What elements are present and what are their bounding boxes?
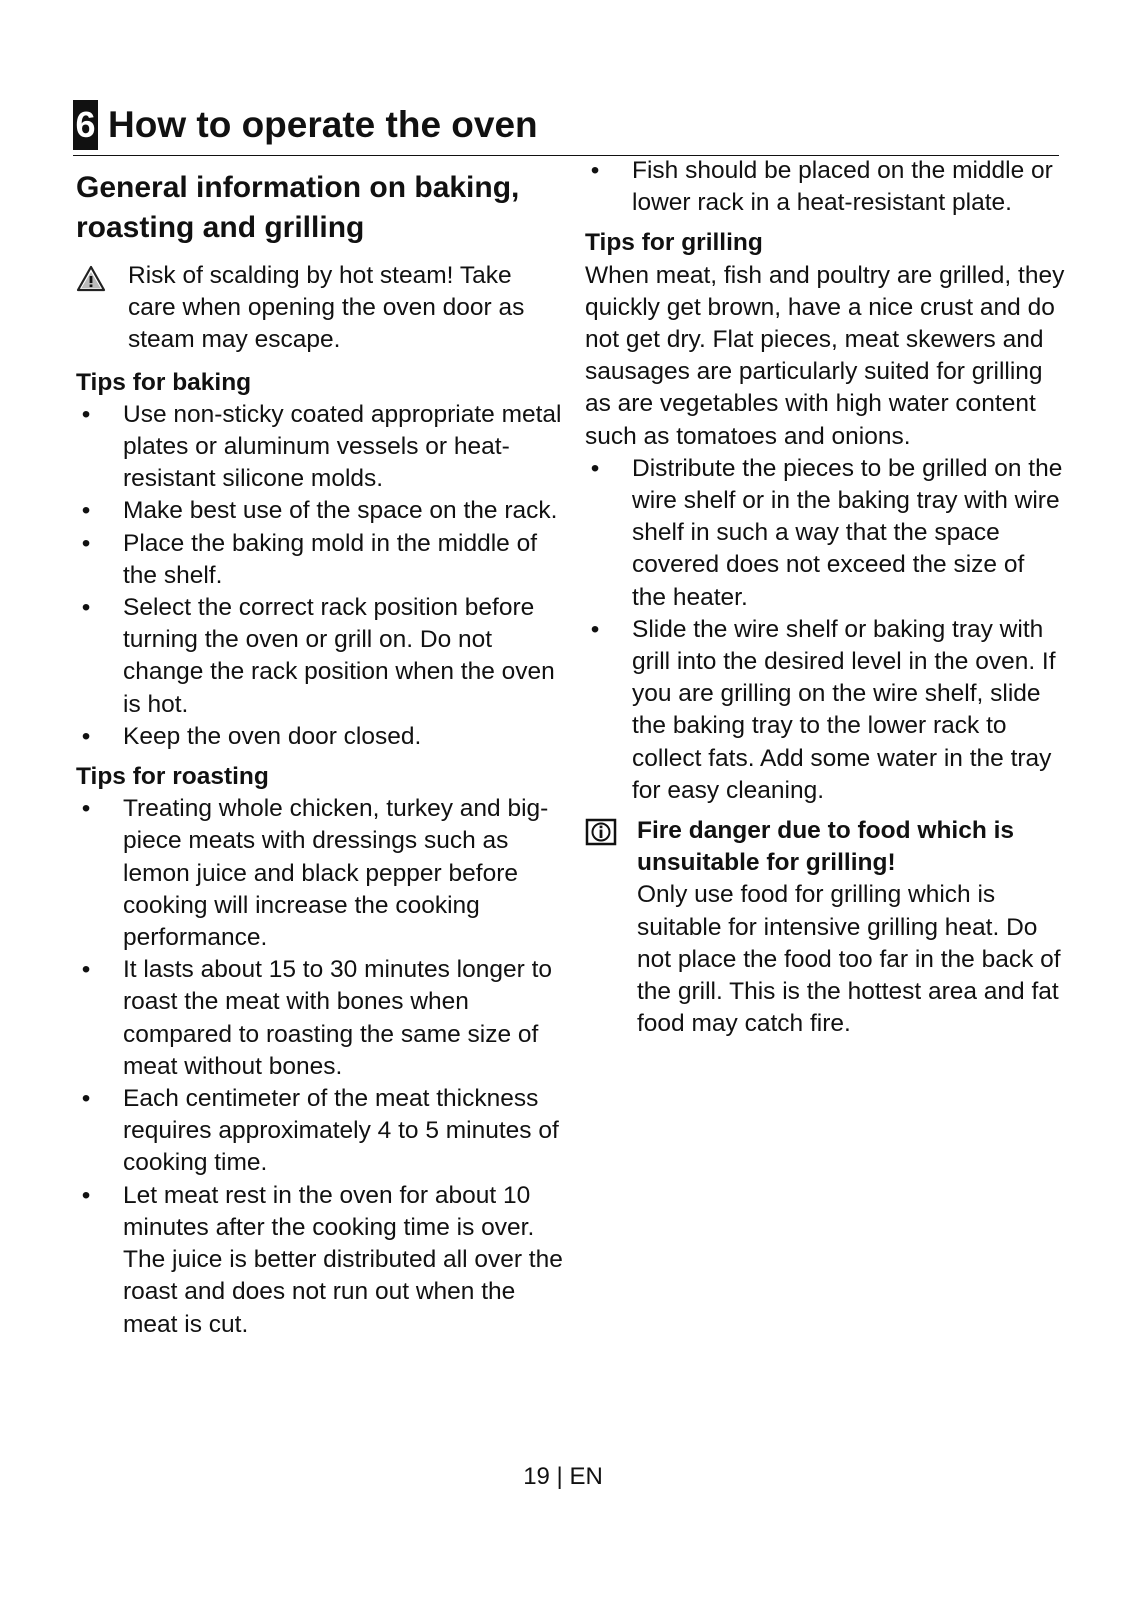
bullet-icon: •	[81, 795, 91, 823]
section-heading: General information on baking, roasting and grilling	[76, 171, 520, 244]
bullet-icon: •	[590, 615, 600, 643]
list-item: • It lasts about 15 to 30 minutes longer to roast the meat with bones when compared to roasting the same size of meat without bones.	[76, 954, 566, 1083]
left-column	[76, 168, 566, 1341]
list-item: • Let meat rest in the oven for about 10 minutes after the cooking time is over. The juice is better distributed all over the roast and does not run out when the meat is cut.	[76, 1180, 566, 1341]
list-item: • Make best use of the space on the rack.	[76, 495, 566, 527]
right-column	[585, 155, 1065, 1040]
list-item: • Fish should be placed on the middle or lower rack in a heat-resistant plate.	[585, 155, 1065, 219]
bullet-icon: •	[81, 956, 91, 984]
warning-text: Risk of scalding by hot steam! Take care when opening the oven door as steam may escape.	[128, 262, 525, 354]
bullet-icon: •	[590, 157, 600, 184]
tips-grilling-heading: Tips for grilling	[585, 229, 763, 257]
roasting-tips-continued	[585, 155, 1065, 219]
grilling-intro: When meat, fish and poultry are grilled, they quickly get brown, have a nice crust and do not get dry. Flat pieces, meat skewers and sausages are particularly suited for grilling as are vegetables with high water content such as tomatoes and onions.	[585, 261, 1065, 450]
list-item: • Treating whole chicken, turkey and big-piece meats with dressings such as lemon juice and black pepper before cooking will increase the cooking performance.	[76, 793, 566, 954]
bullet-icon: •	[590, 454, 600, 482]
note-text: Only use food for grilling which is suitable for intensive grilling heat. Do not place the food too far in the back of the grill. This is the hottest area and fat food may catch fire.	[637, 881, 1061, 1038]
list-item: • Use non-sticky coated appropriate metal plates or aluminum vessels or heat-resistant silicone molds.	[76, 399, 566, 496]
baking-tips-list	[76, 399, 566, 753]
steam-warning	[76, 260, 566, 357]
chapter-title: How to operate the oven	[108, 104, 538, 145]
chapter-header	[73, 100, 538, 150]
note-title: Fire danger due to food which is unsuitable for grilling!	[637, 817, 1015, 877]
warning-triangle-icon	[76, 260, 128, 301]
bullet-icon: •	[81, 1181, 91, 1209]
list-item: • Each centimeter of the meat thickness requires approximately 4 to 5 minutes of cooking time.	[76, 1083, 566, 1180]
fire-danger-note	[585, 815, 1065, 1040]
tips-baking-heading: Tips for baking	[76, 368, 252, 396]
bullet-icon: •	[81, 497, 91, 525]
bullet-icon: •	[81, 722, 91, 750]
grilling-tips-list	[585, 453, 1065, 807]
page-number: 19 | EN	[523, 1463, 603, 1490]
list-item: • Keep the oven door closed.	[76, 721, 566, 753]
tips-roasting-heading: Tips for roasting	[76, 763, 269, 791]
info-icon	[585, 815, 637, 855]
bullet-icon: •	[81, 1085, 91, 1113]
list-item: • Distribute the pieces to be grilled on the wire shelf or in the baking tray with wire shelf in such a way that the space covered does not exceed the size of the heater.	[585, 453, 1065, 614]
bullet-icon: •	[81, 529, 91, 557]
bullet-icon: •	[81, 400, 91, 428]
list-item: • Place the baking mold in the middle of the shelf.	[76, 528, 566, 592]
bullet-icon: •	[81, 594, 91, 622]
list-item: • Slide the wire shelf or baking tray with grill into the desired level in the oven. If you are grilling on the wire shelf, slide the baking tray to the lower rack to collect fats. Add some water in the tray for easy cleaning.	[585, 614, 1065, 807]
list-item: • Select the correct rack position before turning the oven or grill on. Do not change the rack position when the oven is hot.	[76, 592, 566, 721]
chapter-number-badge: 6	[73, 100, 98, 150]
roasting-tips-list	[76, 793, 566, 1340]
